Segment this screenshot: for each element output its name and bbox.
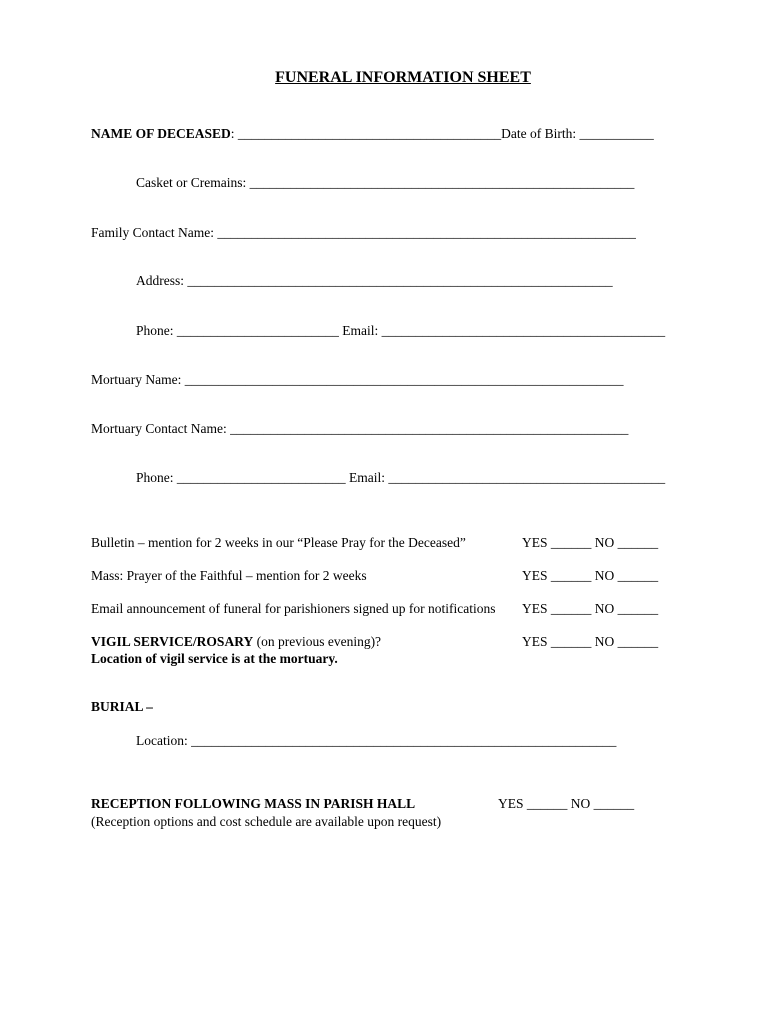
burial-heading: BURIAL –: [91, 699, 153, 714]
deceased-name-and-dob-fields[interactable]: : _______________________________________Date of Birth: ___________: [230, 126, 654, 141]
mass-yes-no-field[interactable]: YES ______ NO ______: [522, 568, 659, 583]
bulletin-option-label: Bulletin – mention for 2 weeks in our “Please Pray for the Deceased”: [91, 535, 466, 550]
reception-note: (Reception options and cost schedule are available upon request): [91, 814, 442, 829]
vigil-yes-no-field[interactable]: YES ______ NO ______: [522, 634, 659, 649]
vigil-service-title: VIGIL SERVICE/ROSARY: [91, 634, 254, 649]
page-title: FUNERAL INFORMATION SHEET: [275, 69, 531, 86]
mass-option-label: Mass: Prayer of the Faithful – mention for 2 weeks: [91, 568, 367, 583]
reception-heading: RECEPTION FOLLOWING MASS IN PARISH HALL: [91, 796, 416, 811]
family-contact-name-field[interactable]: Family Contact Name: ______________________________________________________________: [91, 225, 636, 240]
casket-or-cremains-field[interactable]: Casket or Cremains: _________________________________________________________: [136, 175, 635, 190]
family-address-field[interactable]: Address: _______________________________________________________________: [136, 273, 613, 288]
burial-location-field[interactable]: Location: _______________________________________________________________: [136, 733, 617, 748]
mortuary-phone-email-field[interactable]: Phone: _________________________ Email: _________________________________________: [136, 470, 666, 485]
bulletin-yes-no-field[interactable]: YES ______ NO ______: [522, 535, 659, 550]
vigil-service-question: (on previous evening)?: [253, 634, 382, 649]
family-phone-email-field[interactable]: Phone: ________________________ Email: __________________________________________: [136, 323, 666, 338]
mortuary-contact-name-field[interactable]: Mortuary Contact Name: ___________________________________________________________: [91, 421, 629, 436]
vigil-location-note: Location of vigil service is at the mortuary.: [91, 651, 338, 666]
mortuary-name-field[interactable]: Mortuary Name: _________________________________________________________________: [91, 372, 624, 387]
email-announcement-label: Email announcement of funeral for parishioners signed up for notifications: [91, 601, 496, 616]
vigil-service-label: [91, 634, 381, 650]
deceased-name-label: NAME OF DECEASED: [91, 126, 231, 141]
deceased-name-row[interactable]: [91, 126, 654, 142]
email-announcement-yes-no-field[interactable]: YES ______ NO ______: [522, 601, 659, 616]
reception-yes-no-field[interactable]: YES ______ NO ______: [498, 796, 635, 811]
